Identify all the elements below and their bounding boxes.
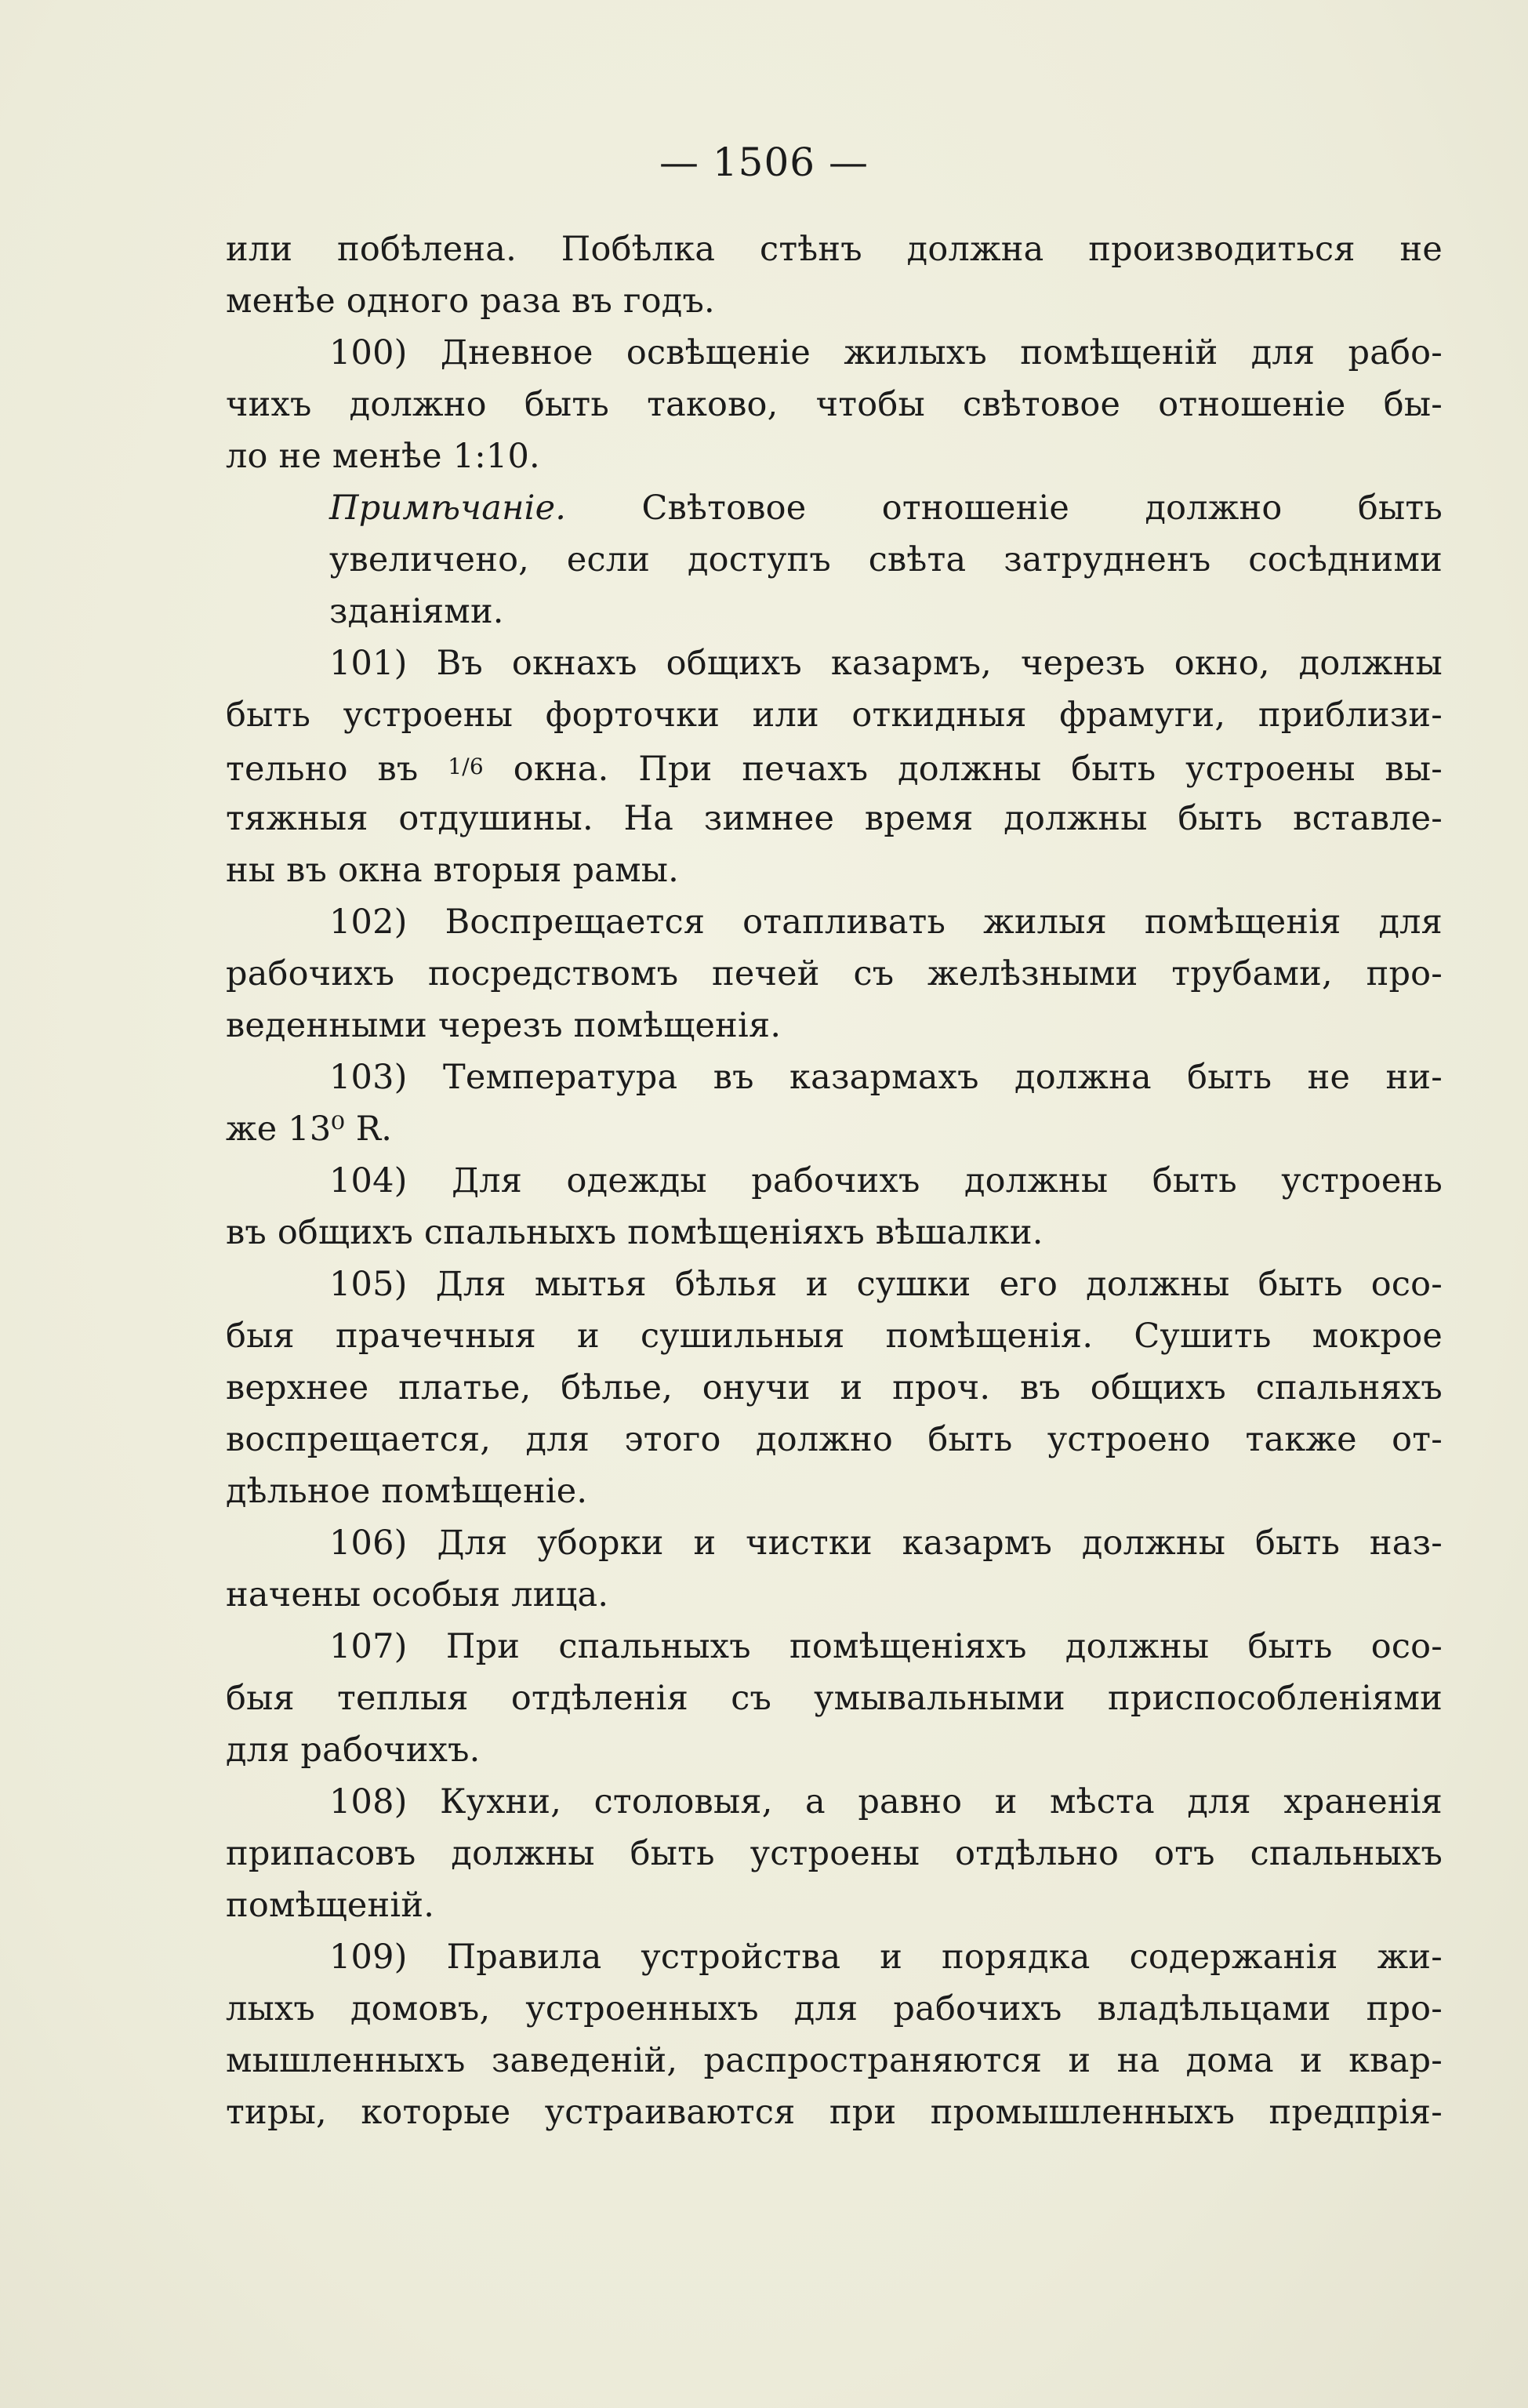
fraction: 1/6 bbox=[448, 754, 484, 779]
text-line: быя теплыя отдѣленія съ умывальными приспособленіями bbox=[226, 1679, 1443, 1718]
text-line: 102) Воспрещается отапливать жилыя помѣщенія для bbox=[329, 903, 1443, 942]
text-line: для рабочихъ. bbox=[226, 1731, 481, 1770]
text-line: 104) Для одежды рабочихъ должны быть устроень bbox=[329, 1161, 1443, 1200]
paragraph-108 bbox=[226, 1776, 1443, 1931]
text-line: лыхъ домовъ, устроенныхъ для рабочихъ владѣльцами про- bbox=[226, 1989, 1443, 2028]
text-line: 106) Для уборки и чистки казармъ должны быть наз- bbox=[329, 1524, 1443, 1563]
paragraph-101 bbox=[226, 637, 1443, 896]
text-line: помѣщеній. bbox=[226, 1886, 435, 1925]
text-line: быть устроены форточки или откидныя фрамуги, приблизи- bbox=[226, 696, 1443, 735]
paragraph-109 bbox=[226, 1931, 1443, 2138]
paragraph-104 bbox=[226, 1155, 1443, 1258]
note-text: Свѣтовое отношеніе должно быть bbox=[566, 489, 1443, 528]
text-line: веденными черезъ помѣщенія. bbox=[226, 1006, 782, 1045]
text-column bbox=[226, 223, 1443, 2138]
text-line bbox=[226, 482, 1443, 534]
paragraph-106 bbox=[226, 1517, 1443, 1621]
note-label: Примѣчаніе. bbox=[329, 489, 567, 528]
text-line: чихъ должно быть таково, чтобы свѣтовое отношеніе бы- bbox=[226, 385, 1443, 424]
text-line: же 13⁰ R. bbox=[226, 1110, 393, 1149]
paragraph-103 bbox=[226, 1051, 1443, 1155]
text-line: 107) При спальныхъ помѣщеніяхъ должны быть осо- bbox=[329, 1627, 1443, 1666]
page-number: — 1506 — bbox=[659, 140, 869, 185]
paragraph-105 bbox=[226, 1258, 1443, 1517]
text-fragment: тельно въ bbox=[226, 750, 448, 789]
text-line: мышленныхъ заведеній, распространяются и на дома и квар- bbox=[226, 2041, 1443, 2080]
text-line bbox=[226, 741, 1443, 793]
text-line: увеличено, если доступъ свѣта затрудненъ сосѣдними bbox=[329, 540, 1443, 579]
text-line: 108) Кухни, столовыя, а равно и мѣста для храненія bbox=[329, 1782, 1443, 1821]
text-line: верхнее платье, бѣлье, онучи и проч. въ общихъ спальняхъ bbox=[226, 1368, 1443, 1407]
paragraph-107 bbox=[226, 1621, 1443, 1776]
text-line: тяжныя отдушины. На зимнее время должны быть вставле- bbox=[226, 799, 1443, 838]
text-line: дѣльное помѣщеніе. bbox=[226, 1472, 588, 1511]
text-line: 101) Въ окнахъ общихъ казармъ, черезъ окно, должны bbox=[329, 644, 1443, 683]
paragraph-102 bbox=[226, 896, 1443, 1051]
text-line: 109) Правила устройства и порядка содержанія жи- bbox=[329, 1938, 1443, 1977]
text-line: ны въ окна вторыя рамы. bbox=[226, 851, 680, 890]
text-line: начены особыя лица. bbox=[226, 1575, 609, 1614]
text-line: 103) Температура въ казармахъ должна быть не ни- bbox=[329, 1058, 1443, 1097]
text-line: зданіями. bbox=[329, 592, 504, 631]
text-line: ло не менѣе 1:10. bbox=[226, 437, 540, 476]
text-line: рабочихъ посредствомъ печей съ желѣзными трубами, про- bbox=[226, 954, 1443, 993]
text-line: быя прачечныя и сушильныя помѣщенія. Сушить мокрое bbox=[226, 1317, 1443, 1356]
text-line: 105) Для мытья бѣлья и сушки его должны быть осо- bbox=[329, 1265, 1443, 1304]
text-line: припасовъ должны быть устроены отдѣльно отъ спальныхъ bbox=[226, 1834, 1443, 1873]
text-line: тиры, которые устраиваются при промышленныхъ предпрія- bbox=[226, 2093, 1443, 2132]
text-line: въ общихъ спальныхъ помѣщеніяхъ вѣшалки. bbox=[226, 1213, 1043, 1252]
text-line: воспрещается, для этого должно быть устроено также от- bbox=[226, 1420, 1443, 1459]
text-fragment: окна. При печахъ должны быть устроены вы- bbox=[483, 750, 1443, 789]
paragraph-note bbox=[226, 482, 1443, 637]
text-line: или побѣлена. Побѣлка стѣнъ должна производиться не bbox=[226, 230, 1443, 269]
text-line: менѣе одного раза въ годъ. bbox=[226, 281, 715, 321]
paragraph-intro bbox=[226, 223, 1443, 327]
text-line: 100) Дневное освѣщеніе жилыхъ помѣщеній для рабо- bbox=[329, 333, 1443, 372]
paragraph-100 bbox=[226, 327, 1443, 482]
